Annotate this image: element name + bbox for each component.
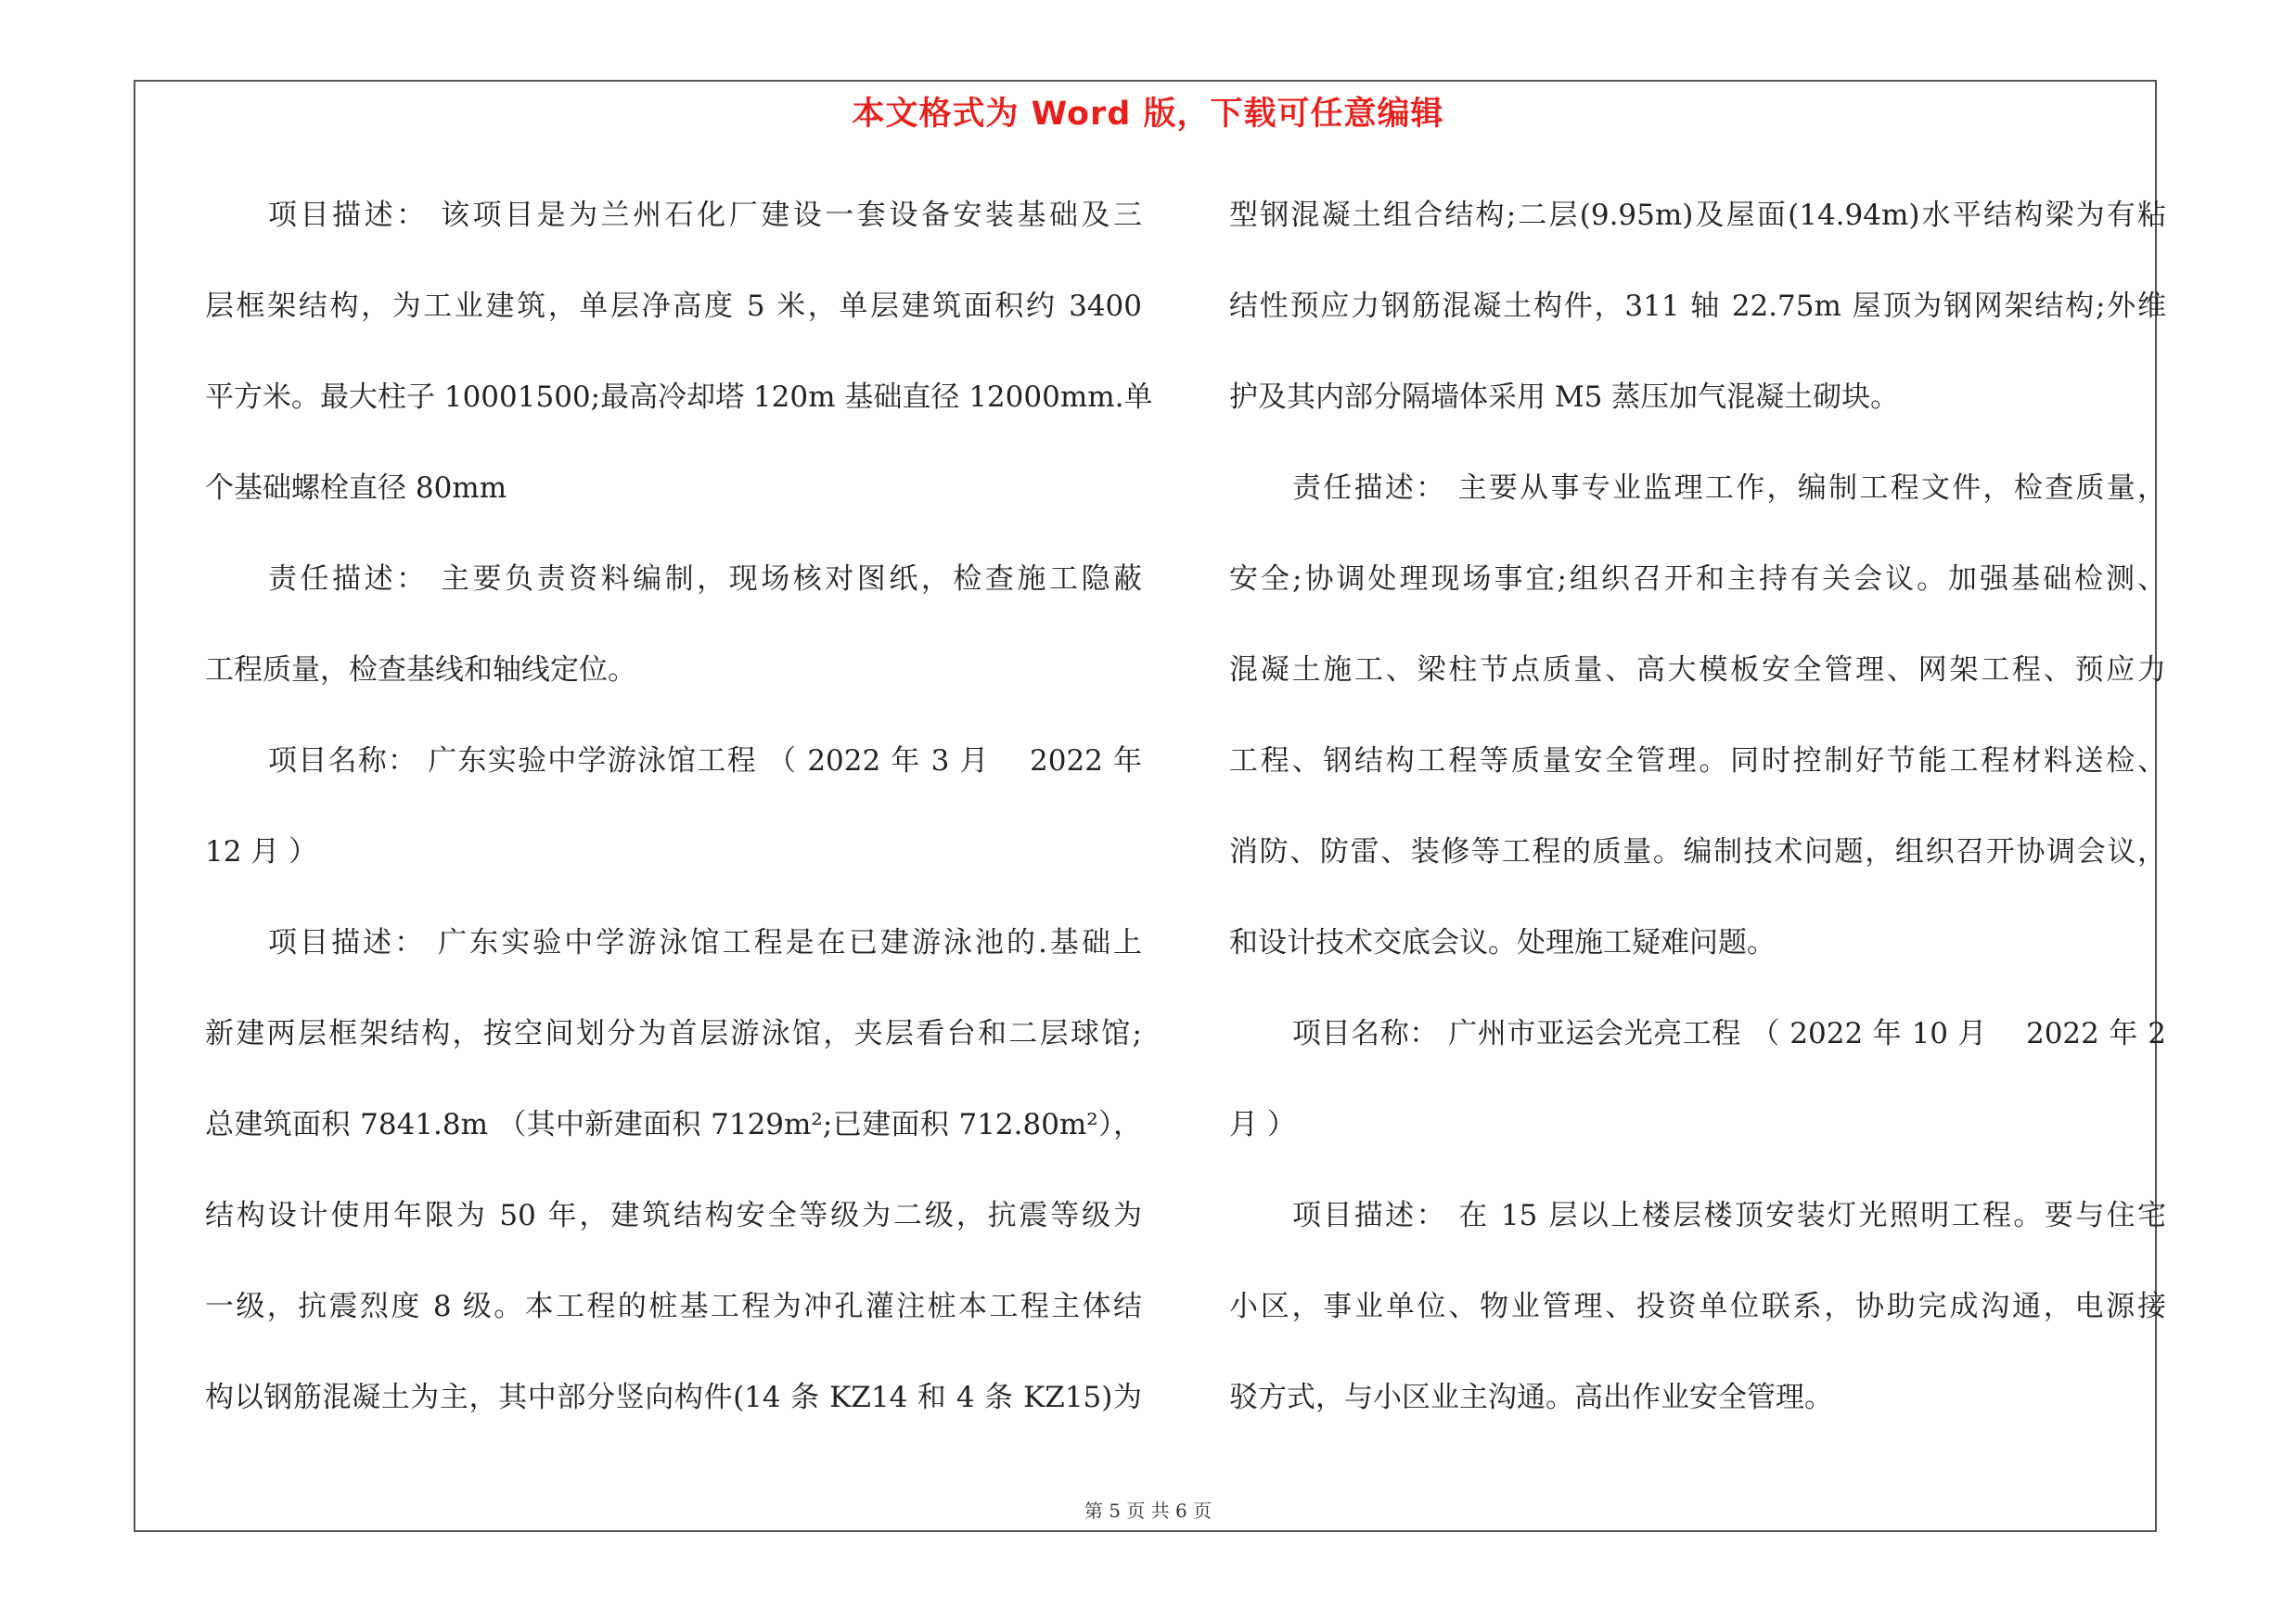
text-line: 12 月 ） [205,835,318,869]
text-line: 护及其内部分隔墙体采用 M5 蒸压加气混凝土砌块。 [1229,380,1900,414]
text-line: 结构设计使用年限为 50 年，建筑结构安全等级为二级，抗震等级为 [205,1199,1142,1232]
text-line: 项目名称： 广东实验中学游泳馆工程 （ 2022 年 3 月 2022 年 [268,744,1142,778]
text-line: 消防、防雷、装修等工程的质量。编制技术问题，组织召开协调会议， [1229,835,2166,869]
text-line: 责任描述： 主要负责资料编制，现场核对图纸，检查施工隐蔽 [268,562,1142,596]
text-line: 总建筑面积 7841.8m （其中新建面积 7129m²;已建面积 712.80m²）， [205,1108,1142,1141]
word-format-banner: 本文格式为 Word 版，下载可任意编辑 [852,96,1444,133]
right-text-column [1229,170,2166,1443]
text-line: 安全;协调处理现场事宜;组织召开和主持有关会议。加强基础检测、 [1229,562,2166,596]
text-line: 型钢混凝土组合结构;二层(9.95m)及屋面(14.94m)水平结构梁为有粘 [1229,199,2166,232]
text-line: 月 ） [1229,1108,1296,1141]
page-number-footer: 第 5 页 共 6 页 [1084,1500,1212,1522]
text-line: 平方米。最大柱子 10001500;最高冷却塔 120m 基础直径 12000mm.单 [205,380,1153,414]
text-line: 结性预应力钢筋混凝土构件，311 轴 22.75m 屋顶为钢网架结构;外维 [1229,290,2166,323]
text-line: 责任描述： 主要从事专业监理工作，编制工程文件，检查质量， [1292,471,2166,505]
text-line: 项目描述： 在 15 层以上楼层楼顶安装灯光照明工程。要与住宅 [1292,1199,2166,1232]
text-line: 工程、钢结构工程等质量安全管理。同时控制好节能工程材料送检、 [1229,744,2166,778]
text-line: 一级，抗震烈度 8 级。本工程的桩基工程为冲孔灌注桩本工程主体结 [205,1290,1142,1323]
text-line: 小区，事业单位、物业管理、投资单位联系，协助完成沟通，电源接 [1229,1290,2166,1323]
text-line: 工程质量，检查基线和轴线定位。 [205,653,636,687]
text-line: 项目描述： 广东实验中学游泳馆工程是在已建游泳池的.基础上 [268,926,1142,960]
text-line: 新建两层框架结构，按空间划分为首层游泳馆，夹层看台和二层球馆; [205,1017,1142,1050]
text-line: 个基础螺栓直径 80mm [205,471,507,505]
text-line: 驳方式，与小区业主沟通。高出作业安全管理。 [1229,1381,1833,1414]
text-line: 构以钢筋混凝土为主，其中部分竖向构件(14 条 KZ14 和 4 条 KZ15)为 [205,1381,1142,1414]
text-line: 项目描述： 该项目是为兰州石化厂建设一套设备安装基础及三 [268,199,1142,232]
text-line: 项目名称： 广州市亚运会光亮工程 （ 2022 年 10 月 2022 年 2 [1292,1017,2166,1050]
left-text-column [205,170,1153,1443]
text-line: 混凝土施工、梁柱节点质量、高大模板安全管理、网架工程、预应力 [1229,653,2166,687]
text-line: 层框架结构，为工业建筑，单层净高度 5 米，单层建筑面积约 3400 [205,290,1142,323]
text-line: 和设计技术交底会议。处理施工疑难问题。 [1229,926,1776,960]
